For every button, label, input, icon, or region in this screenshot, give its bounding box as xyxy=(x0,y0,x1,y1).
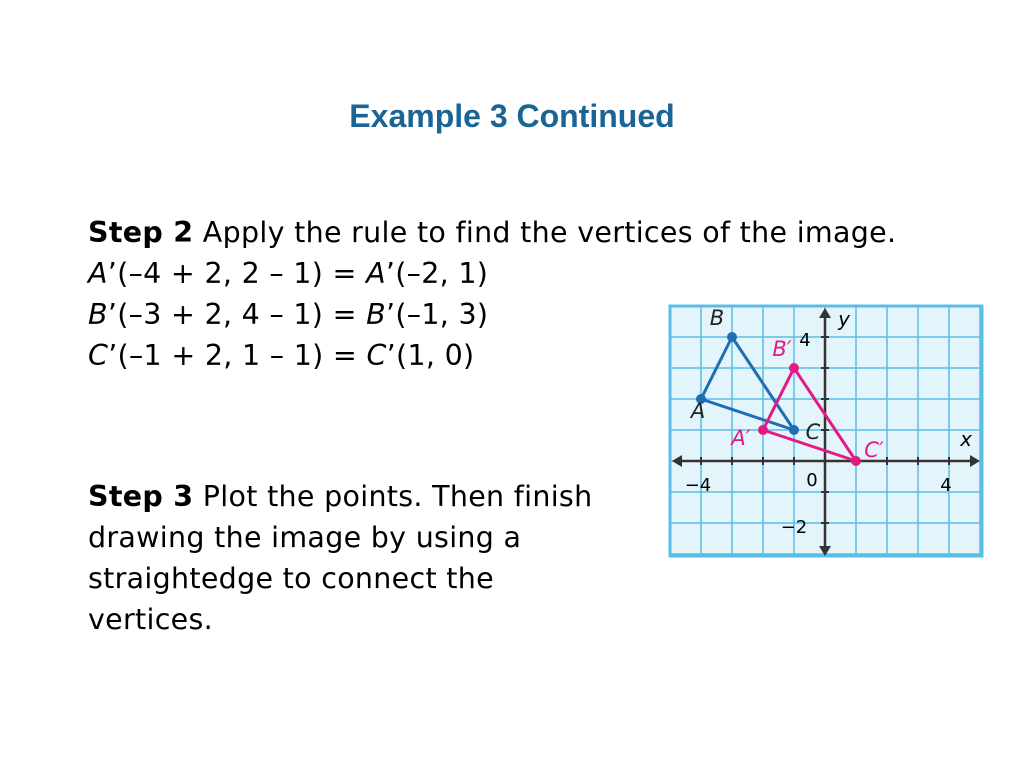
tick-label-x-pos4: 4 xyxy=(940,475,952,496)
step2-label: Step 2 xyxy=(88,216,194,249)
y-axis-label: y xyxy=(838,307,850,331)
equation-b-part2: ’(–1, 3) xyxy=(385,298,489,331)
step2-instruction xyxy=(88,212,948,253)
equation-b-var2: B xyxy=(366,298,386,331)
equation-a-var2: A xyxy=(366,257,386,290)
vertex-b xyxy=(727,332,737,342)
coordinate-graph-svg xyxy=(668,304,984,560)
equation-a-var1: A xyxy=(88,257,108,290)
vertex-label-b-prime: B′ xyxy=(772,337,792,361)
equation-b-var1: B xyxy=(88,298,108,331)
vertex-a-prime xyxy=(758,425,768,435)
equation-a-part1: ’(–4 + 2, 2 – 1) = xyxy=(107,257,367,290)
tick-label-origin: 0 xyxy=(806,470,818,491)
vertex-b-prime xyxy=(789,363,799,373)
step3-block xyxy=(88,476,608,640)
vertex-c xyxy=(789,425,799,435)
equation-c-part2: ’(1, 0) xyxy=(386,339,475,372)
vertex-label-c-prime: C′ xyxy=(864,438,884,462)
equation-a-part2: ’(–2, 1) xyxy=(385,257,489,290)
tick-label-y-pos4: 4 xyxy=(799,330,811,351)
slide-title: Example 3 Continued xyxy=(349,98,675,134)
vertex-label-c: C xyxy=(805,420,821,444)
equation-a xyxy=(88,253,948,294)
step2-text: Apply the rule to find the vertices of the image. xyxy=(202,216,897,249)
vertex-label-a: A xyxy=(690,399,706,423)
tick-label-y-neg2: −2 xyxy=(780,517,808,538)
x-axis-label: x xyxy=(960,427,972,451)
vertex-label-a-prime: A′ xyxy=(731,426,751,450)
coordinate-graph xyxy=(668,304,984,560)
step3-label: Step 3 xyxy=(88,480,194,513)
equation-c-var2: C xyxy=(366,339,387,372)
step3-text: Plot the points. Then finish drawing the image by using a straightedge to connect the vertices. xyxy=(88,480,593,636)
tick-label-x-neg4: −4 xyxy=(684,475,712,496)
vertex-c-prime xyxy=(851,456,861,466)
vertex-label-b: B xyxy=(709,306,725,330)
equation-b-part1: ’(–3 + 2, 4 – 1) = xyxy=(107,298,367,331)
equation-c-var1: C xyxy=(88,339,109,372)
equation-c-part1: ’(–1 + 2, 1 – 1) = xyxy=(108,339,367,372)
